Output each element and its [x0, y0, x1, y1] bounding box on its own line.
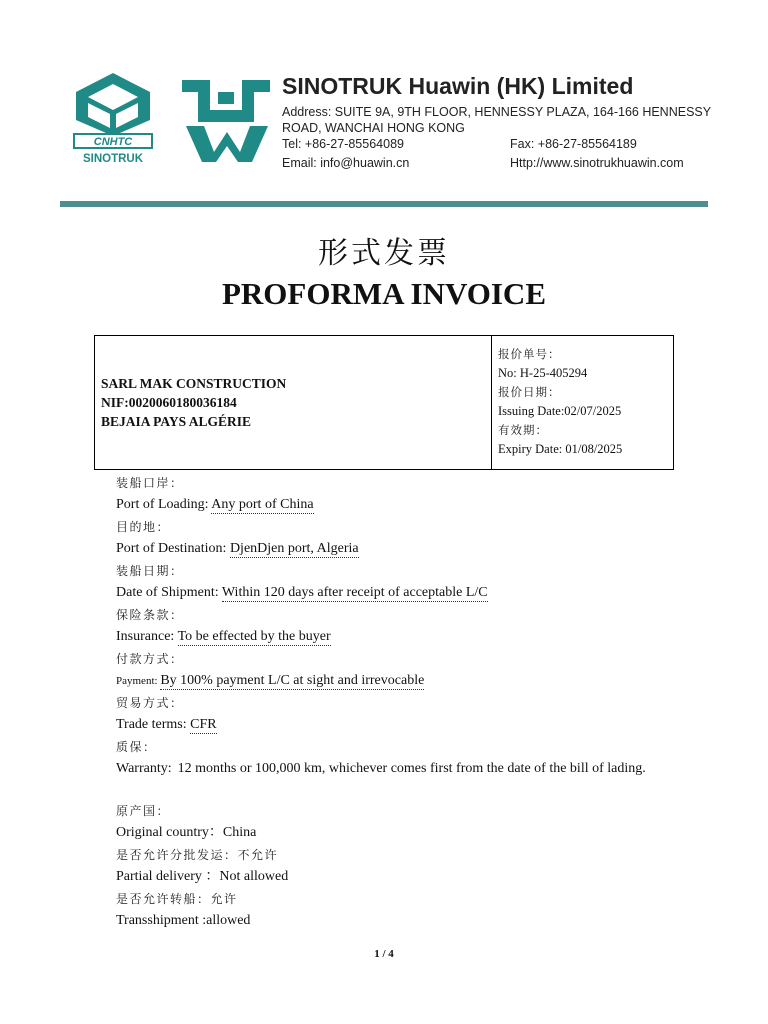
- terms-section: [116, 474, 676, 934]
- origin-label-cn: 原产国：: [116, 804, 171, 818]
- destination-label-cn: 目的地：: [116, 520, 171, 534]
- logo-cnhtc-text: CNHTC: [93, 136, 133, 148]
- payment-label: Payment:: [116, 675, 161, 687]
- partial-delivery-cn: 是否允许分批发运：不允许: [116, 848, 279, 862]
- insurance-label: Insurance:: [116, 629, 178, 644]
- shipment-label-cn: 装船日期：: [116, 564, 184, 578]
- trade-value: CFR: [190, 717, 217, 732]
- logo-sinotruk-caption: SINOTRUK: [82, 153, 144, 165]
- company-website[interactable]: Http://www.sinotrukhuawin.com: [510, 156, 684, 170]
- insurance-value: To be effected by the buyer: [177, 629, 331, 644]
- company-name: SINOTRUK Huawin (HK) Limited: [282, 73, 634, 99]
- warranty: [116, 758, 676, 802]
- buyer-block: [101, 374, 286, 431]
- buyer-nif: NIF:0020060180036184: [101, 395, 237, 410]
- quote-info-block: [498, 345, 622, 459]
- quote-number: No: H-25-405294: [498, 366, 588, 380]
- expiry-label-cn: 有效期：: [498, 423, 548, 437]
- insurance: [116, 626, 676, 650]
- huawin-logo: [182, 76, 272, 164]
- trade-terms: [116, 714, 676, 738]
- warranty-value: 12 months or 100,000 km, whichever comes first from the date of the bill of lading.: [177, 761, 646, 776]
- quote-no-label-cn: 报价单号：: [498, 347, 561, 361]
- warranty-label-cn: 质保：: [116, 740, 157, 754]
- company-email[interactable]: Email: info@huawin.cn: [282, 156, 410, 170]
- warranty-label: Warranty:: [116, 761, 172, 776]
- payment: [116, 670, 676, 694]
- original-country: Original country：China: [116, 825, 257, 840]
- trade-label: Trade terms:: [116, 717, 191, 732]
- partial-delivery: Partial delivery ：Not allowed: [116, 869, 289, 884]
- title-chinese: 形式发票: [318, 236, 450, 271]
- shipment-label: Date of Shipment:: [116, 585, 222, 600]
- destination-value: DjenDjen port, Algeria: [229, 541, 359, 556]
- buyer-name: SARL MAK CONSTRUCTION: [101, 376, 287, 391]
- buyer-location: BEJAIA PAYS ALGÉRIE: [101, 414, 252, 429]
- company-tel: Tel: +86-27-85564089: [282, 137, 404, 151]
- transshipment: Transshipment :allowed: [116, 913, 251, 928]
- loading-value: Any port of China: [211, 497, 314, 512]
- company-address: Address: SUITE 9A, 9TH FLOOR, HENNESSY PLAZA, 164-166 HENNESSY ROAD, WANCHAI HONG KONG: [282, 105, 711, 135]
- header-box-divider: [491, 335, 492, 470]
- company-fax: Fax: +86-27-85564189: [510, 137, 637, 151]
- loading-label-cn: 装船口岸：: [116, 476, 184, 490]
- payment-label-cn: 付款方式：: [116, 652, 184, 666]
- letterhead-divider: [60, 201, 708, 207]
- title-english: PROFORMA INVOICE: [221, 276, 547, 311]
- port-of-loading: [116, 494, 676, 518]
- date-of-shipment: [116, 582, 676, 606]
- shipment-value: Within 120 days after receipt of acceptable L/C: [221, 585, 488, 600]
- page-number: 1 / 4: [374, 948, 394, 960]
- destination-label: Port of Destination:: [116, 541, 230, 556]
- loading-label: Port of Loading:: [116, 497, 212, 512]
- expiry-date: Expiry Date: 01/08/2025: [498, 442, 623, 456]
- transshipment-cn: 是否允许转船：允许: [116, 892, 238, 906]
- issue-date-label-cn: 报价日期：: [498, 385, 561, 399]
- issue-date: Issuing Date:02/07/2025: [498, 404, 622, 418]
- port-of-destination: [116, 538, 676, 562]
- payment-value: By 100% payment L/C at sight and irrevocable: [160, 673, 425, 688]
- trade-label-cn: 贸易方式：: [116, 696, 184, 710]
- sinotruk-logo: [68, 70, 158, 166]
- insurance-label-cn: 保险条款：: [116, 608, 184, 622]
